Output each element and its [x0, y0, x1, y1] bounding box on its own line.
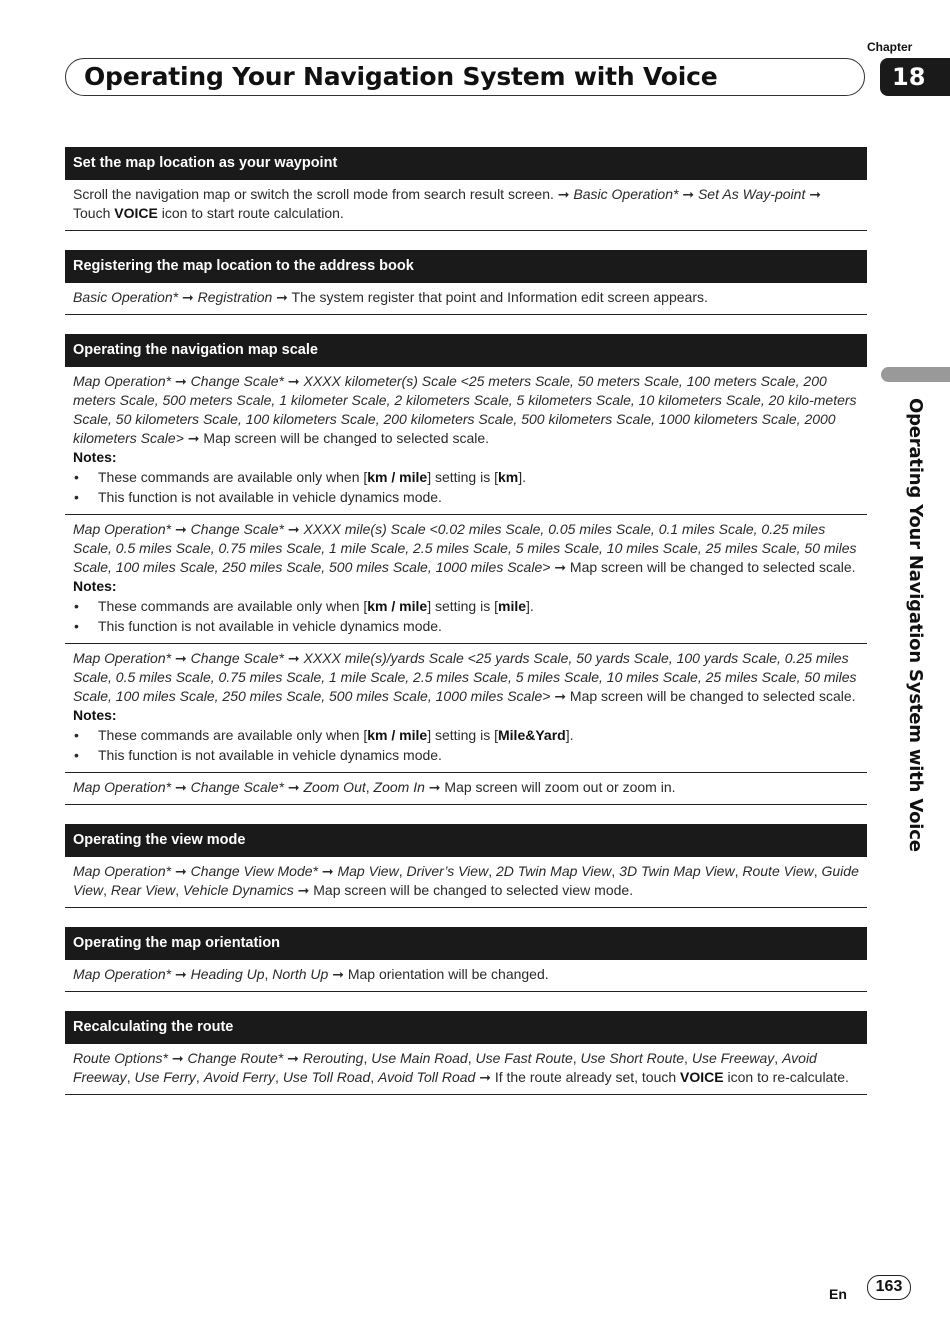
- body-text: ,: [103, 882, 111, 898]
- body-text: Map orientation will be changed.: [343, 966, 549, 982]
- body-text: ,: [467, 1050, 476, 1066]
- note-item: [73, 746, 859, 765]
- body-text: ] setting is [: [427, 598, 498, 614]
- section-entry: [65, 644, 867, 773]
- chapter-number-badge: 18: [880, 58, 950, 96]
- arrow-icon: ➞: [187, 430, 200, 446]
- section-entry: [65, 773, 867, 805]
- section-entry: [65, 1044, 867, 1095]
- notes-title: Notes:: [73, 707, 117, 723]
- menu-path-text: Use Ferry: [134, 1069, 196, 1085]
- arrow-icon: ➞: [174, 521, 187, 537]
- body-text: Touch: [73, 205, 115, 221]
- menu-path-text: North Up: [272, 966, 329, 982]
- menu-path-text: Map Operation*: [73, 373, 172, 389]
- arrow-icon: ➞: [276, 289, 288, 305]
- menu-path-text: Map Operation*: [73, 521, 172, 537]
- menu-path-text: Map Operation*: [73, 863, 172, 879]
- body-text: icon to start route calculation.: [157, 205, 344, 221]
- menu-path-text: Driver’s View: [406, 863, 489, 879]
- entry-body: [73, 965, 859, 984]
- body-text: ,: [264, 966, 273, 982]
- menu-path-text: Vehicle Dynamics: [182, 882, 294, 898]
- menu-path-text: Avoid Toll Road: [378, 1069, 476, 1085]
- body-text: This function is not available in vehicle dynamics mode.: [98, 489, 442, 505]
- arrow-icon: ➞: [174, 966, 187, 982]
- arrow-icon: ➞: [297, 882, 310, 898]
- entry-body: [73, 649, 859, 706]
- body-text: ,: [684, 1050, 692, 1066]
- body-text: This function is not available in vehicle dynamics mode.: [98, 618, 442, 634]
- menu-path-text: Rerouting: [302, 1050, 364, 1066]
- body-text: Map screen will be changed to selected scale.: [566, 688, 856, 704]
- body-text: ] setting is [: [427, 727, 498, 743]
- body-text: Map screen will zoom out or zoom in.: [440, 779, 676, 795]
- body-text: These commands are available only when [: [98, 598, 368, 614]
- bold-text: mile: [498, 598, 527, 614]
- note-item: [73, 488, 859, 507]
- bold-text: Mile&Yard: [498, 727, 566, 743]
- page-title: Operating Your Navigation System with Voice: [84, 62, 718, 91]
- menu-path-text: Avoid Ferry: [203, 1069, 276, 1085]
- notes-title: Notes:: [73, 578, 117, 594]
- menu-path-text: Zoom Out: [303, 779, 366, 795]
- arrow-icon: ➞: [171, 1050, 184, 1066]
- menu-path-text: Change Scale*: [190, 650, 284, 666]
- arrow-icon: ➞: [287, 521, 300, 537]
- menu-path-text: 2D Twin Map View: [495, 863, 612, 879]
- section-heading: Recalculating the route: [65, 1011, 867, 1044]
- arrow-icon: ➞: [181, 289, 194, 305]
- entry-body: [73, 778, 859, 797]
- section-heading: Operating the navigation map scale: [65, 334, 867, 367]
- body-text: ,: [572, 1050, 581, 1066]
- notes-title: Notes:: [73, 449, 117, 465]
- menu-path-text: Map Operation*: [73, 779, 172, 795]
- entry-body: [73, 520, 859, 577]
- menu-path-text: Route View: [742, 863, 814, 879]
- body-text: These commands are available only when [: [98, 727, 368, 743]
- body-text: ,: [488, 863, 496, 879]
- menu-path-text: Avoid Freeway: [73, 1050, 817, 1085]
- section: [65, 334, 867, 805]
- arrow-icon: ➞: [174, 650, 187, 666]
- section-entry: [65, 367, 867, 515]
- arrow-icon: ➞: [557, 186, 570, 202]
- menu-path-text: Heading Up: [190, 966, 265, 982]
- body-text: This function is not available in vehicle dynamics mode.: [98, 747, 442, 763]
- section-entry: [65, 180, 867, 231]
- notes-block: [73, 577, 859, 636]
- menu-path-text: Change Scale*: [190, 373, 284, 389]
- arrow-icon: ➞: [287, 650, 300, 666]
- entry-body: [73, 372, 859, 448]
- bold-text: km: [498, 469, 519, 485]
- arrow-icon: ➞: [479, 1069, 491, 1085]
- arrow-icon: ➞: [321, 863, 334, 879]
- body-text: icon to re-calculate.: [723, 1069, 849, 1085]
- note-item: [73, 726, 859, 745]
- body-text: Map screen will be changed to selected scale.: [199, 430, 490, 446]
- section-heading: Operating the view mode: [65, 824, 867, 857]
- bold-text: VOICE: [114, 205, 158, 221]
- menu-path-text: Change Scale*: [190, 779, 284, 795]
- section: [65, 147, 867, 231]
- body-text: ,: [365, 779, 374, 795]
- section: [65, 927, 867, 992]
- arrow-icon: ➞: [682, 186, 695, 202]
- menu-path-text: Basic Operation*: [573, 186, 679, 202]
- section-entry: [65, 857, 867, 908]
- bold-text: km / mile: [367, 469, 428, 485]
- body-text: Scroll the navigation map or switch the scroll mode from search result screen.: [73, 186, 558, 202]
- entry-body: [73, 1049, 859, 1087]
- body-text: ] setting is [: [427, 469, 498, 485]
- body-text: ,: [363, 1050, 372, 1066]
- note-item: [73, 468, 859, 487]
- section-entry: [65, 283, 867, 315]
- arrow-icon: ➞: [809, 186, 821, 202]
- notes-block: [73, 706, 859, 765]
- note-item: [73, 617, 859, 636]
- section-heading: Operating the map orientation: [65, 927, 867, 960]
- menu-path-text: Registration: [197, 289, 273, 305]
- language-label: En: [829, 1286, 847, 1302]
- section: [65, 1011, 867, 1095]
- menu-path-text: Map Operation*: [73, 650, 172, 666]
- notes-block: [73, 448, 859, 507]
- menu-path-text: Rear View: [110, 882, 176, 898]
- section: [65, 250, 867, 315]
- menu-path-text: 3D Twin Map View: [619, 863, 735, 879]
- chapter-label: Chapter: [867, 40, 913, 54]
- bold-text: km / mile: [367, 598, 428, 614]
- menu-path-text: Map View: [337, 863, 399, 879]
- body-text: ,: [734, 863, 743, 879]
- body-text: The system register that point and Information edit screen appears.: [287, 289, 708, 305]
- menu-path-text: Change Scale*: [190, 521, 284, 537]
- entry-body: [73, 185, 859, 223]
- arrow-icon: ➞: [554, 688, 567, 704]
- body-text: ,: [195, 1069, 204, 1085]
- body-text: ,: [175, 882, 183, 898]
- arrow-icon: ➞: [554, 559, 567, 575]
- body-text: ,: [275, 1069, 283, 1085]
- menu-path-text: Use Main Road: [371, 1050, 468, 1066]
- section-heading: Registering the map location to the address book: [65, 250, 867, 283]
- bold-text: VOICE: [680, 1069, 724, 1085]
- side-tab-label: Operating Your Navigation System with Voice: [905, 398, 926, 852]
- arrow-icon: ➞: [287, 779, 300, 795]
- section: [65, 824, 867, 908]
- menu-path-text: Use Toll Road: [282, 1069, 371, 1085]
- body-text: ,: [370, 1069, 379, 1085]
- body-text: ,: [398, 863, 407, 879]
- main-content: [65, 147, 867, 1114]
- menu-path-text: Map Operation*: [73, 966, 172, 982]
- menu-path-text: Change Route*: [187, 1050, 284, 1066]
- menu-path-text: Set As Way-point: [697, 186, 806, 202]
- arrow-icon: ➞: [332, 966, 344, 982]
- arrow-icon: ➞: [174, 779, 187, 795]
- body-text: ].: [565, 727, 574, 743]
- menu-path-text: Use Short Route: [580, 1050, 685, 1066]
- body-text: ].: [518, 469, 527, 485]
- arrow-icon: ➞: [174, 863, 187, 879]
- arrow-icon: ➞: [287, 1050, 299, 1066]
- body-text: ,: [126, 1069, 135, 1085]
- menu-path-text: XXXX kilometer(s) Scale <25 meters Scale, 50 meters Scale, 100 meters Scale, 200 meters Scale, 500 meters Scale, 1 kilometer Scale, 2 kilometers Scale, 5 kilometers Scale, 10 kilometers Scale, 20 kilo-meters Scale, 50 kilometers Scale, 100 kilometers Scale, 200 kilometers Scale, 500 kilometers Scale, 1000 kilometers Scale, 2000 kilometers Scale>: [73, 373, 857, 446]
- body-text: Map screen will be changed to selected view mode.: [309, 882, 634, 898]
- menu-path-text: XXXX mile(s)/yards Scale <25 yards Scale, 50 yards Scale, 100 yards Scale, 0.25 miles Scale, 0.5 miles Scale, 0.75 miles Scale, 1 mile Scale, 2.5 miles Scale, 5 miles Scale, 10 miles Scale, 25 miles Scale, 50 miles Scale, 100 miles Scale, 250 miles Scale, 500 miles Scale, 1000 miles Scale>: [73, 650, 857, 704]
- notes-list: [73, 468, 859, 507]
- menu-path-text: Basic Operation*: [73, 289, 179, 305]
- menu-path-text: Use Freeway: [691, 1050, 775, 1066]
- side-tab-marker: [881, 367, 950, 382]
- section-entry: [65, 515, 867, 644]
- body-text: ].: [526, 598, 534, 614]
- section-entry: [65, 960, 867, 992]
- menu-path-text: Zoom In: [373, 779, 425, 795]
- body-text: If the route already set, touch: [490, 1069, 681, 1085]
- entry-body: [73, 288, 859, 307]
- note-item: [73, 597, 859, 616]
- body-text: Map screen will be changed to selected scale.: [566, 559, 856, 575]
- menu-path-text: Use Fast Route: [475, 1050, 573, 1066]
- arrow-icon: ➞: [287, 373, 300, 389]
- arrow-icon: ➞: [174, 373, 187, 389]
- body-text: ,: [774, 1050, 783, 1066]
- notes-list: [73, 597, 859, 636]
- menu-path-text: Guide View: [73, 863, 859, 898]
- arrow-icon: ➞: [428, 779, 441, 795]
- bold-text: km / mile: [367, 727, 428, 743]
- notes-list: [73, 726, 859, 765]
- body-text: ,: [813, 863, 822, 879]
- menu-path-text: Change View Mode*: [190, 863, 318, 879]
- body-text: ,: [611, 863, 620, 879]
- menu-path-text: XXXX mile(s) Scale <0.02 miles Scale, 0.05 miles Scale, 0.1 miles Scale, 0.25 miles Scale, 0.5 miles Scale, 0.75 miles Scale, 1 mile Scale, 2.5 miles Scale, 5 miles Scale, 10 miles Scale, 25 miles Scale, 50 miles Scale, 100 miles Scale, 250 miles Scale, 500 miles Scale, 1000 miles Scale>: [73, 521, 857, 575]
- body-text: These commands are available only when [: [98, 469, 368, 485]
- section-heading: Set the map location as your waypoint: [65, 147, 867, 180]
- menu-path-text: Route Options*: [73, 1050, 168, 1066]
- page-number: 163: [867, 1275, 911, 1300]
- entry-body: [73, 862, 859, 900]
